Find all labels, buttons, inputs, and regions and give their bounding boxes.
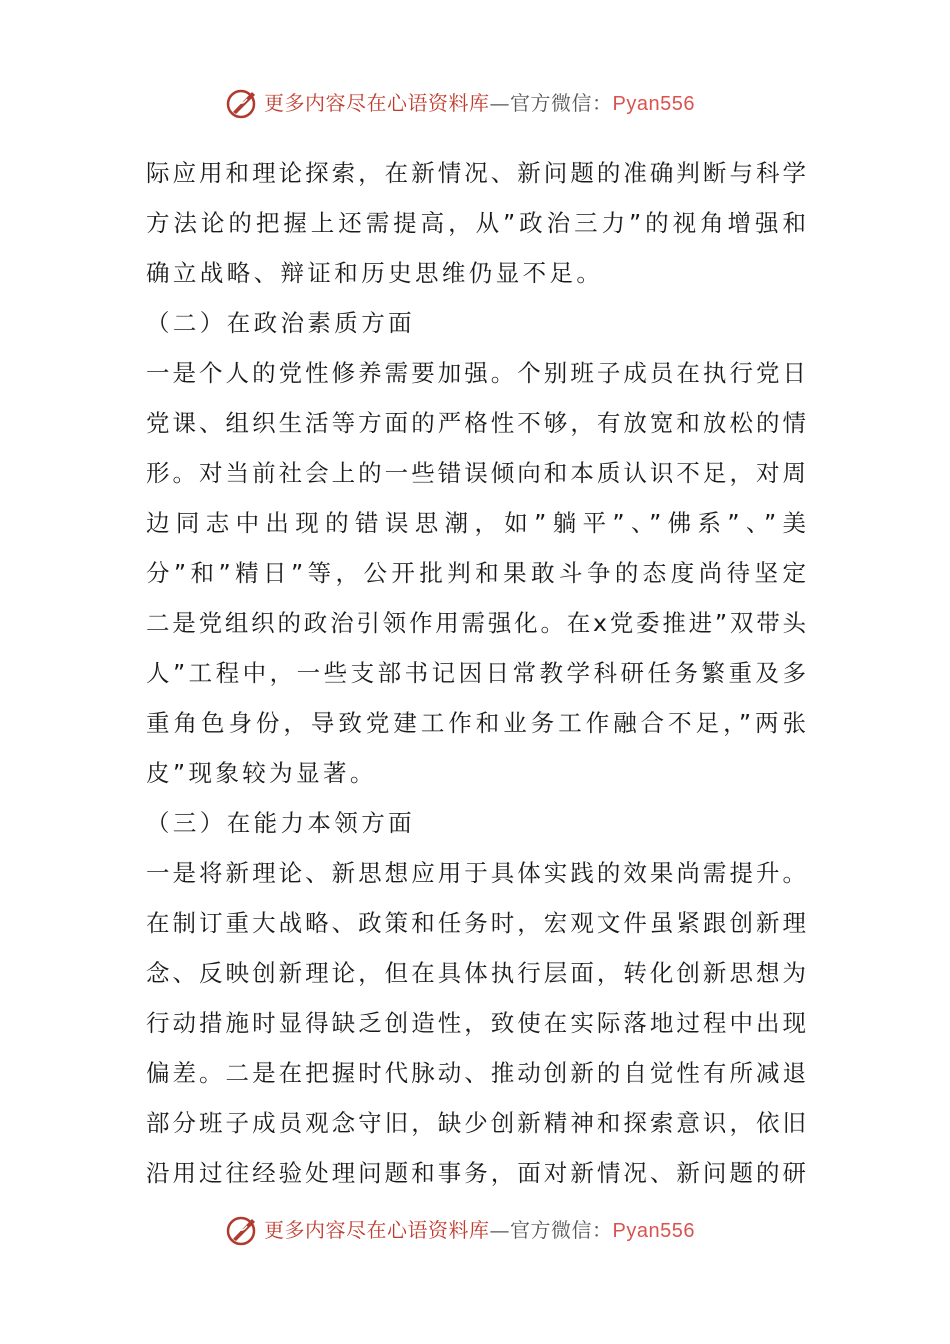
body-line: 重角色身份，导致党建工作和业务工作融合不足，”两张 xyxy=(146,709,806,737)
body-line: 一是将新理论、新思想应用于具体实践的效果尚需提升。 xyxy=(146,859,806,887)
body-line: 党课、组织生活等方面的严格性不够，有放宽和放松的情 xyxy=(146,409,806,437)
body-line: 在制订重大战略、政策和任务时，宏观文件虽紧跟创新理 xyxy=(146,909,806,937)
body-line: 沿用过往经验处理问题和事务，面对新情况、新问题的研 xyxy=(146,1159,806,1187)
body-line: 分”和”精日”等，公开批判和果敢斗争的态度尚待坚定 xyxy=(146,559,806,587)
body-line: 一是个人的党性修养需要加强。个别班子成员在执行党日 xyxy=(146,359,806,387)
body-line: 边同志中出现的错误思潮，如”躺平”、”佛系”、”美 xyxy=(146,509,806,537)
watermark-dash: — xyxy=(489,91,510,115)
section-heading: （三）在能力本领方面 xyxy=(146,809,415,837)
watermark-wechat-id: Pyan556 xyxy=(612,93,695,115)
body-line: 部分班子成员观念守旧，缺少创新精神和探索意识，依旧 xyxy=(146,1109,806,1137)
body-line: 二是党组织的政治引领作用需强化。在x党委推进”双带头 xyxy=(146,609,806,637)
body-line: 确立战略、辩证和历史思维仍显不足。 xyxy=(146,259,604,287)
body-line: 人”工程中，一些支部书记因日常教学科研任务繁重及多 xyxy=(146,659,806,687)
body-line: 行动措施时显得缺乏创造性，致使在实际落地过程中出现 xyxy=(146,1009,806,1037)
body-line: 形。对当前社会上的一些错误倾向和本质认识不足，对周 xyxy=(146,459,806,487)
quill-logo-icon xyxy=(224,1213,260,1247)
watermark-text xyxy=(264,1216,695,1245)
watermark-wechat-id: Pyan556 xyxy=(612,1220,695,1242)
watermark-text xyxy=(264,89,695,118)
document-body xyxy=(146,148,806,1198)
watermark-site-name: 更多内容尽在心语资料库 xyxy=(264,91,490,115)
body-line: 方法论的把握上还需提高，从”政治三力”的视角增强和 xyxy=(146,209,806,237)
body-line: 偏差。二是在把握时代脉动、推动创新的自觉性有所减退 xyxy=(146,1059,806,1087)
body-line: 皮”现象较为显著。 xyxy=(146,759,377,787)
quill-logo-icon xyxy=(224,86,260,120)
watermark-dash: — xyxy=(489,1218,510,1242)
body-line: 际应用和理论探索，在新情况、新问题的准确判断与科学 xyxy=(146,159,806,187)
watermark-wechat-label: 官方微信： xyxy=(510,1218,613,1242)
watermark-site-name: 更多内容尽在心语资料库 xyxy=(264,1218,490,1242)
header-watermark-banner xyxy=(0,83,950,123)
body-line: 念、反映创新理论，但在具体执行层面，转化创新思想为 xyxy=(146,959,806,987)
footer-watermark-banner xyxy=(0,1210,950,1250)
watermark-wechat-label: 官方微信： xyxy=(510,91,613,115)
section-heading: （二）在政治素质方面 xyxy=(146,309,415,337)
